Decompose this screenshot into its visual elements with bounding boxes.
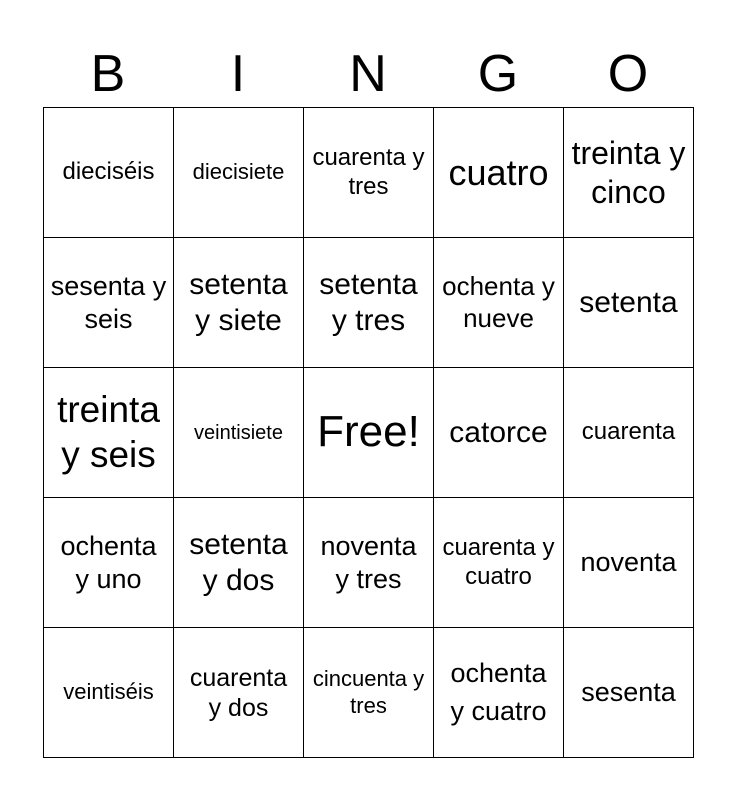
cell-text: sesenta	[581, 677, 676, 708]
cell-text: noventa y tres	[320, 531, 417, 594]
cell-text: veintisiete	[194, 421, 283, 444]
bingo-cell[interactable]	[434, 238, 564, 368]
cell-text: catorce	[449, 415, 548, 449]
cell-text: cuatro	[448, 151, 549, 193]
bingo-cell[interactable]	[44, 108, 174, 238]
cell-text: dieciséis	[62, 158, 155, 186]
free-space[interactable]	[304, 368, 434, 498]
bingo-cell[interactable]	[564, 238, 694, 368]
header-letter-i: I	[230, 45, 246, 103]
bingo-cell[interactable]	[564, 498, 694, 628]
header-letter-n: N	[349, 45, 387, 103]
cell-text: treinta y cinco	[571, 135, 686, 210]
cell-text: diecisiete	[192, 159, 285, 185]
cell-text: sesenta y seis	[50, 271, 167, 334]
cell-text: veintiséis	[63, 679, 154, 705]
bingo-cell[interactable]	[564, 628, 694, 758]
cell-text: treinta y seis	[57, 389, 160, 475]
bingo-cell[interactable]	[304, 498, 434, 628]
cell-text: cuarenta	[581, 418, 676, 446]
bingo-cell[interactable]	[174, 498, 304, 628]
bingo-cell[interactable]	[434, 368, 564, 498]
header-letter-g: G	[477, 45, 519, 103]
bingo-cell[interactable]	[304, 628, 434, 758]
header-letter-b: B	[90, 45, 126, 103]
bingo-cell[interactable]	[44, 368, 174, 498]
free-space-text: Free!	[317, 407, 420, 457]
bingo-cell[interactable]	[304, 108, 434, 238]
bingo-cell[interactable]	[434, 498, 564, 628]
cell-text: setenta y siete	[189, 267, 288, 337]
cell-text: ochenta y nueve	[442, 271, 555, 333]
bingo-cell[interactable]	[44, 238, 174, 368]
cell-text: ochenta y cuatro	[450, 657, 547, 726]
bingo-header	[43, 42, 693, 106]
cell-text: ochenta y uno	[60, 531, 157, 594]
bingo-board	[43, 107, 694, 758]
cell-text: cuarenta y tres	[312, 143, 425, 200]
bingo-cell[interactable]	[564, 368, 694, 498]
bingo-cell[interactable]	[434, 628, 564, 758]
cell-text: cincuenta y tres	[312, 666, 425, 718]
bingo-cell[interactable]	[174, 108, 304, 238]
bingo-cell[interactable]	[44, 628, 174, 758]
bingo-cell[interactable]	[434, 108, 564, 238]
bingo-cell[interactable]	[174, 238, 304, 368]
bingo-cell[interactable]	[44, 498, 174, 628]
cell-text: setenta y tres	[319, 267, 418, 337]
bingo-cell[interactable]	[174, 628, 304, 758]
bingo-cell[interactable]	[564, 108, 694, 238]
cell-text: cuarenta y cuatro	[442, 533, 555, 590]
cell-text: setenta	[579, 285, 678, 319]
bingo-cell[interactable]	[174, 368, 304, 498]
cell-text: cuarenta y dos	[189, 663, 288, 722]
cell-text: setenta y dos	[189, 527, 288, 597]
cell-text: noventa	[580, 547, 677, 578]
bingo-cell[interactable]	[304, 238, 434, 368]
header-letter-o: O	[607, 45, 649, 103]
